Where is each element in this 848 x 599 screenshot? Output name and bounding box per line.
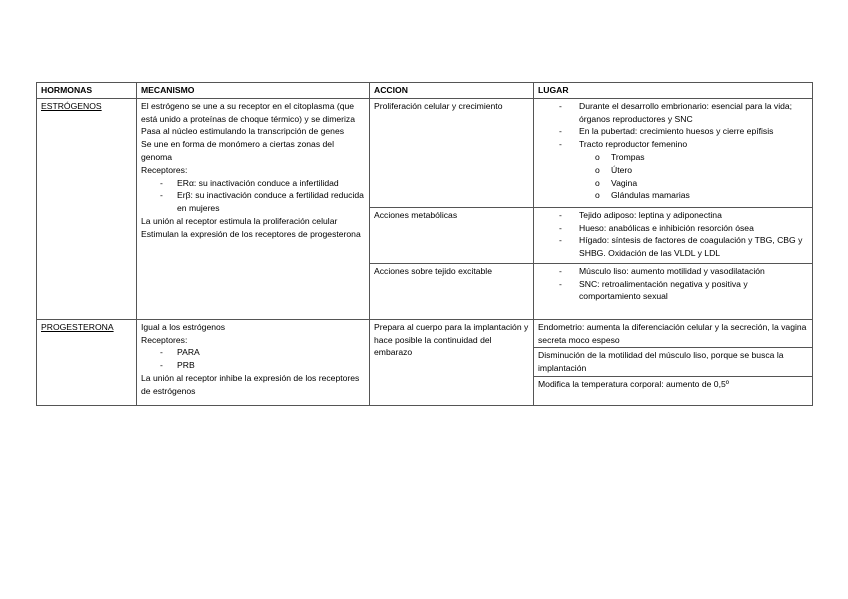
list-item: - Hígado: síntesis de factores de coagulación y TBG, CBG y SHBG. Oxidación de las VLDL y LDL (538, 234, 808, 260)
lugar-list (538, 209, 808, 260)
mecanismo-text: Se une en forma de monómero a ciertas zonas del genoma (141, 139, 334, 162)
accion-metabolicas: Acciones metabólicas (370, 207, 534, 263)
lugar-metabolicas (534, 207, 813, 263)
hormones-table (36, 82, 813, 406)
header-row (37, 83, 813, 99)
mecanismo-text: La unión al receptor estimula la proliferación celular (141, 215, 338, 226)
list-item: - PARA (141, 346, 365, 359)
receptores-list (141, 177, 365, 215)
header-mecanismo: MECANISMO (137, 83, 370, 99)
mecanismo-text: Pasa al núcleo estimulando la transcripción de genes (141, 126, 345, 137)
list-item: - Erβ: su inactivación conduce a fertilidad reducida en mujeres (141, 189, 365, 215)
mecanismo-text: Estimulan la expresión de los receptores de progesterona (141, 228, 361, 239)
lugar-list (538, 100, 808, 202)
mecanismo-text: El estrógeno se une a su receptor en el citoplasma (que está unido a proteínas de choque térmico) y se dimeriza (141, 100, 356, 124)
header-accion: ACCION (370, 83, 534, 99)
list-item: - En la pubertad: crecimiento huesos y cierre epífisis (538, 125, 808, 138)
progesterona-row-1 (37, 319, 813, 348)
mecanismo-text: La unión al receptor inhibe la expresión de los receptores de estrógenos (141, 372, 360, 396)
hormone-estrogenos: ESTRÓGENOS (37, 98, 137, 319)
header-hormonas: HORMONAS (37, 83, 137, 99)
hormone-progesterona: PROGESTERONA (37, 319, 137, 405)
accion-progesterona: Prepara al cuerpo para la implantación y hace posible la continuidad del embarazo (370, 319, 534, 405)
mecanismo-estrogenos (137, 98, 370, 319)
sub-list-item: o Vagina (579, 177, 808, 190)
mecanismo-text: Igual a los estrógenos (141, 321, 226, 332)
header-lugar: LUGAR (534, 83, 813, 99)
list-item: - Tejido adiposo: leptina y adiponectina (538, 209, 808, 222)
sub-list-item: o Útero (579, 164, 808, 177)
accion-proliferacion: Proliferación celular y crecimiento (370, 98, 534, 207)
lugar-progesterona-1: Endometrio: aumenta la diferenciación celular y la secreción, la vagina secreta moco espeso (534, 319, 813, 348)
sub-list-item: o Trompas (579, 151, 808, 164)
sub-list-item: o Glándulas mamarias (579, 189, 808, 202)
receptores-list (141, 346, 365, 372)
lugar-excitable (534, 263, 813, 319)
receptores-label: Receptores: (141, 164, 188, 175)
accion-excitable: Acciones sobre tejido excitable (370, 263, 534, 319)
list-item: - Músculo liso: aumento motilidad y vasodilatación (538, 265, 808, 278)
estrogenos-row-1 (37, 98, 813, 207)
list-item-label: Tracto reproductor femenino (579, 139, 688, 150)
lugar-progesterona-3: Modifica la temperatura corporal: aumento de 0,5º (534, 376, 813, 405)
lugar-proliferacion (534, 98, 813, 207)
list-item: - Hueso: anabólicas e inhibición resorción ósea (538, 222, 808, 235)
mecanismo-progesterona (137, 319, 370, 405)
list-item: - PRB (141, 359, 365, 372)
sub-list (579, 151, 808, 202)
lugar-progesterona-2: Disminución de la motilidad del músculo liso, porque se busca la implantación (534, 348, 813, 377)
receptores-label: Receptores: (141, 334, 188, 345)
lugar-list (538, 265, 808, 303)
list-item: - ERα: su inactivación conduce a infertilidad (141, 177, 365, 190)
list-item: - Durante el desarrollo embrionario: esencial para la vida; órganos reproductores y SNC (538, 100, 808, 126)
list-item: - SNC: retroalimentación negativa y positiva y comportamiento sexual (538, 278, 808, 304)
list-item (538, 138, 808, 202)
